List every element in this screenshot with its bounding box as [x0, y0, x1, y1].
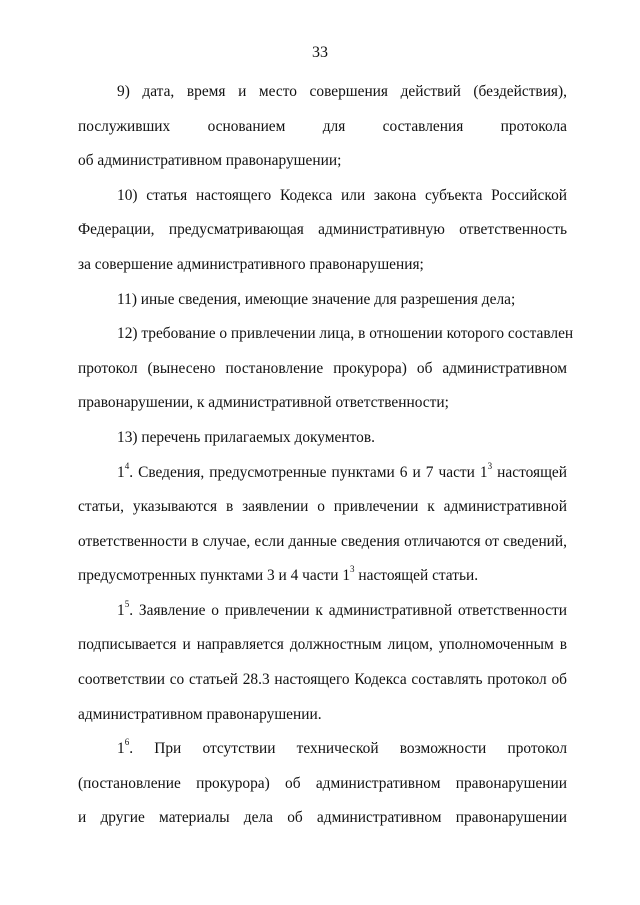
paragraph-number: 1 — [117, 464, 125, 481]
paragraph-number: 1 — [117, 602, 125, 619]
paragraph-line: соответствии со статьей 28.3 настоящего Кодекса составлять протокол об — [78, 671, 567, 688]
paragraph-text: . При отсутствии технической возможности протокол — [129, 740, 567, 757]
paragraph-line — [78, 563, 567, 586]
paragraph-line: административном правонарушении. — [78, 706, 322, 723]
paragraph-line — [117, 598, 567, 621]
paragraph-line: послуживших основанием для составления протокола — [78, 118, 567, 135]
paragraph-line: об административном правонарушении; — [78, 152, 342, 169]
paragraph-text: . Заявление о привлечении к административной ответственности — [129, 602, 567, 619]
paragraph-line: Федерации, предусматривающая административную ответственность — [78, 221, 567, 238]
paragraph-text: предусмотренных пунктами 3 и 4 части 1 — [78, 567, 351, 584]
paragraph-line: 10) статья настоящего Кодекса или закона субъекта Российской — [117, 187, 567, 204]
paragraph-line: подписывается и направляется должностным лицом, уполномоченным в — [78, 636, 567, 653]
paragraph-line: протокол (вынесено постановление прокурора) об административном — [78, 360, 567, 377]
superscript: 5 — [124, 598, 130, 609]
paragraph-number: 1 — [117, 740, 125, 757]
paragraph-line — [117, 460, 567, 483]
paragraph-line — [117, 736, 567, 759]
superscript: 6 — [124, 736, 130, 747]
paragraph-text: настоящей статьи. — [354, 567, 479, 584]
paragraph-line: за совершение административного правонарушения; — [78, 256, 424, 273]
paragraph-line: правонарушении, к административной ответственности; — [78, 394, 449, 411]
superscript: 4 — [124, 460, 130, 471]
paragraph-text: . Сведения, предусмотренные пунктами 6 и 7 части 1 — [129, 464, 488, 481]
paragraph-text: настоящей — [492, 464, 567, 481]
paragraph-line: статьи, указываются в заявлении о привлечении к административной — [78, 498, 567, 515]
paragraph-line: ответственности в случае, если данные сведения отличаются от сведений, — [78, 533, 567, 550]
paragraph-line: 11) иные сведения, имеющие значение для разрешения дела; — [117, 291, 516, 308]
superscript: 3 — [487, 460, 493, 471]
paragraph-line: 13) перечень прилагаемых документов. — [117, 429, 375, 446]
page-number: 33 — [312, 44, 328, 61]
paragraph-line: (постановление прокурора) об административном правонарушении — [78, 775, 567, 792]
paragraph-line: 12) требование о привлечении лица, в отношении которого составлен — [117, 325, 574, 342]
paragraph-line: 9) дата, время и место совершения действий (бездействия), — [117, 83, 567, 100]
superscript: 3 — [350, 563, 355, 574]
paragraph-line: и другие материалы дела об административном правонарушении — [78, 809, 567, 826]
